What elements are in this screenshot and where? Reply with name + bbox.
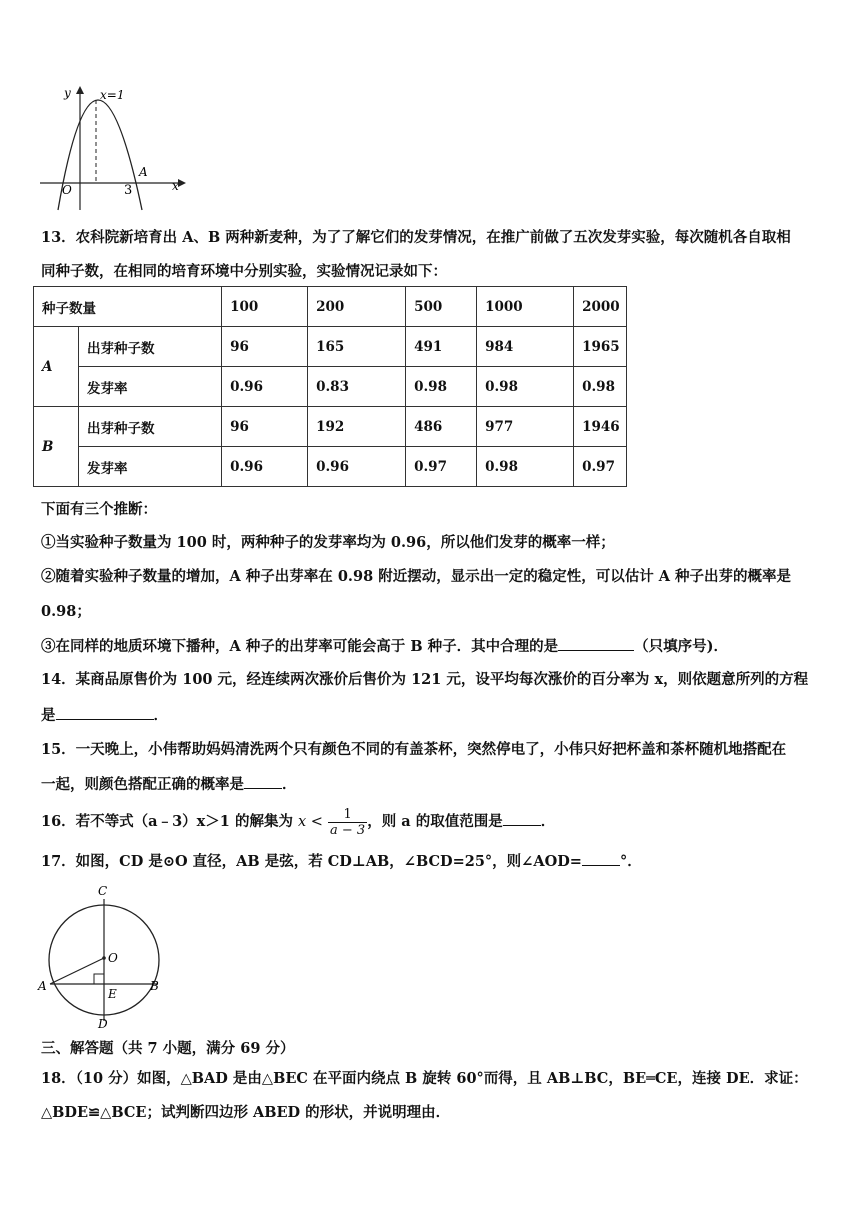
judgment-1: ①当实验种子数量为 100 时，两种种子的发芽率均为 0.96，所以他们发芽的概率一样； [41,534,615,551]
q15-line-1: 15．一天晚上，小伟帮助妈妈清洗两个只有颜色不同的有盖茶杯，突然停电了，小伟只好把杯盖和茶杯随机地搭配在 [41,741,787,758]
table-cell: 0.98 [574,367,627,407]
judgment-3-tail: （只填序号)． [634,638,729,655]
row-label: 出芽种子数 [79,327,222,367]
q14-line-1: 14．某商品原售价为 100 元，经连续两次涨价后售价为 121 元，设平均每次涨价的百分率为 x，则依题意所列的方程 [41,671,809,688]
row-label: 发芽率 [79,447,222,487]
q17-line [41,851,642,872]
q16-fraction-denominator: a − 3 [330,822,366,838]
table-cell: 500 [406,287,477,327]
table-row [34,367,627,407]
table-cell: 100 [222,287,308,327]
q13-line-2: 同种子数，在相同的培育环境中分别实验，实验情况记录如下： [41,263,447,280]
table-cell: 0.97 [406,447,477,487]
center-dot [102,956,106,960]
table-cell: 0.98 [477,367,574,407]
table-cell: 0.96 [222,447,308,487]
q15-text: 一起，则颜色搭配正确的概率是 [41,776,244,793]
x-axis-label: x [172,179,179,193]
segment-ao [50,958,104,984]
right-angle-mark [94,974,104,984]
y-axis-label: y [64,86,71,100]
table-cell: 0.97 [574,447,627,487]
table-cell: 0.83 [308,367,406,407]
root-label: 3 [124,183,133,198]
table-cell: 0.96 [222,367,308,407]
q15-line-2 [41,774,297,795]
table-cell: 0.98 [477,447,574,487]
table-cell: 491 [406,327,477,367]
judgment-2-line-1: ②随着实验种子数量的增加，A 种子出芽率在 0.98 附近摆动，显示出一定的稳定性，可以估计 A 种子出芽的概率是 [41,568,792,585]
point-b-label: B [150,979,159,993]
q16-fraction [328,807,367,838]
table-row [34,407,627,447]
table-header-label: 种子数量 [34,287,222,327]
table-cell: 1946 [574,407,627,447]
q16-lhs: x < [298,814,323,830]
q14-answer-blank[interactable] [56,705,154,720]
table-cell: 192 [308,407,406,447]
q15-answer-blank[interactable] [244,774,282,789]
judgments-intro: 下面有三个推断： [41,501,157,518]
q16-tail: ． [540,813,556,830]
symmetry-axis-label: x=1 [100,88,125,102]
q18-line-2: △BDE≌△BCE；试判断四边形 ABED 的形状，并说明理由． [41,1104,451,1121]
table-cell: 0.98 [406,367,477,407]
table-cell: 165 [308,327,406,367]
table-cell: 977 [477,407,574,447]
table-row [34,447,627,487]
origin-label: O [62,183,72,197]
seed-table [33,286,627,487]
table-row [34,327,627,367]
q16-text-2: ，则 a 的取值范围是 [367,813,503,830]
point-a-label: A [38,979,47,993]
q17-answer-blank[interactable] [582,851,620,866]
q18-line-1: 18．（10 分）如图，△BAD 是由△BEC 在平面内绕点 B 旋转 60°而得，且 AB⊥BC，BE═CE，连接 DE．求证： [41,1070,808,1087]
q14-line-2 [41,705,168,726]
judgment-2-line-2: 0.98； [41,603,91,620]
q13-answer-blank[interactable] [558,636,634,651]
table-cell: 486 [406,407,477,447]
table-cell: 0.96 [308,447,406,487]
table-cell: 96 [222,407,308,447]
judgment-3 [41,636,728,657]
q15-tail: ． [282,776,297,793]
table-cell: 1965 [574,327,627,367]
circle-figure [36,880,166,1030]
parabola-figure [38,82,188,212]
table-header-row [34,287,627,327]
point-e-label: E [108,987,117,1001]
q14-tail: ． [153,707,168,724]
group-b-label: B [34,407,79,487]
y-axis-arrow [76,86,84,94]
q14-text: 是 [41,707,56,724]
section-3-heading: 三、解答题（共 7 小题，满分 69 分） [41,1040,295,1057]
point-c-label: C [98,884,108,898]
point-o-label: O [108,951,118,965]
q17-tail: °． [619,853,642,870]
q17-text: 17．如图，CD 是⊙O 直径，AB 是弦，若 CD⊥AB，∠BCD=25°，则∠AOD= [41,853,582,870]
q16-text-1: 16．若不等式（a﹣3）x＞1 的解集为 [41,813,293,830]
row-label: 出芽种子数 [79,407,222,447]
q13-line-1: 13．农科院新培育出 A、B 两种新麦种，为了了解它们的发芽情况，在推广前做了五次发芽实验，每次随机各自取相 [41,229,791,246]
table-cell: 200 [308,287,406,327]
q16-fraction-numerator: 1 [328,807,367,823]
x-axis-arrow [178,179,186,187]
table-cell: 96 [222,327,308,367]
group-a-label: A [34,327,79,407]
table-cell: 984 [477,327,574,367]
q16-answer-blank[interactable] [503,811,541,826]
judgment-3-text: ③在同样的地质环境下播种，A 种子的出芽率可能会高于 B 种子．其中合理的是 [41,638,559,655]
table-cell: 1000 [477,287,574,327]
point-a-label: A [139,165,148,179]
q16-line [41,804,555,840]
row-label: 发芽率 [79,367,222,407]
table-cell: 2000 [574,287,627,327]
point-d-label: D [98,1017,108,1030]
